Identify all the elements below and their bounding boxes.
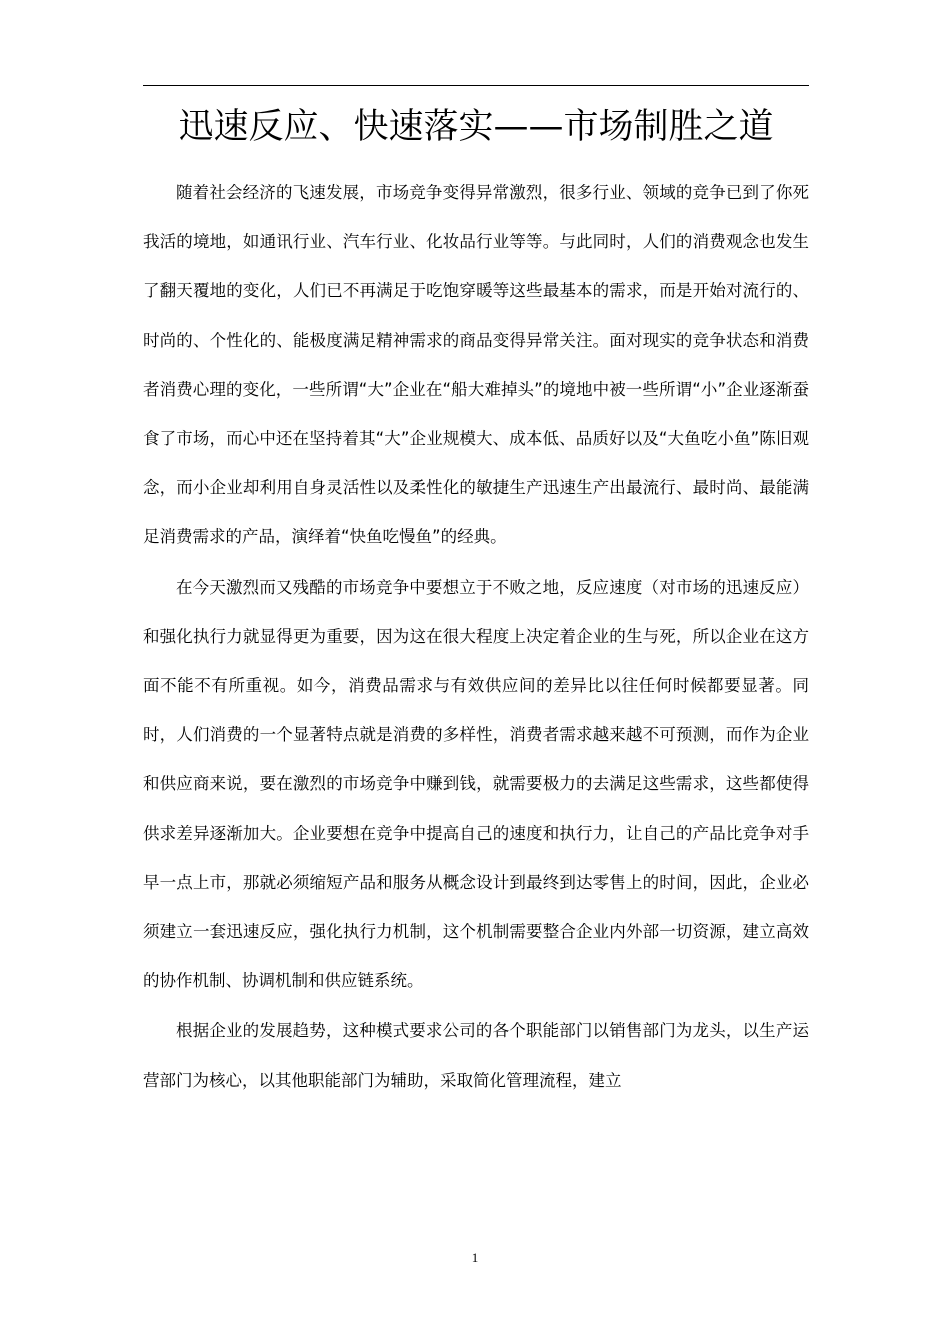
header-rule: [143, 85, 809, 86]
paragraph-3: 根据企业的发展趋势，这种模式要求公司的各个职能部门以销售部门为龙头，以生产运营部门为核心，以其他职能部门为辅助，采取简化管理流程，建立: [143, 1021, 809, 1090]
page-number: 1: [471, 1250, 479, 1265]
paragraph-1: 随着社会经济的飞速发展，市场竞争变得异常激烈，很多行业、领域的竞争已到了你死我活的境地，如通讯行业、汽车行业、化妆品行业等等。与此同时，人们的消费观念也发生了翻天覆地的变化，人们已不再满足于吃饱穿暖等这些最基本的需求，而是开始对流行的、时尚的、个性化的、能极度满足精神需求的商品变得异常关注。面对现实的竞争状态和消费者消费心理的变化，一些所谓“大”企业在“船大难掉头”的境地中被一些所谓“小”企业逐渐蚕食了市场，而心中还在坚持着其“大”企业规模大、成本低、品质好以及“大鱼吃小鱼”陈旧观念，而小企业却利用自身灵活性以及柔性化的敏捷生产迅速生产出最流行、最时尚、最能满足消费需求的产品，演绎着“快鱼吃慢鱼”的经典。: [143, 183, 809, 547]
paragraph-2: 在今天激烈而又残酷的市场竞争中要想立于不败之地，反应速度（对市场的迅速反应）和强化执行力就显得更为重要，因为这在很大程度上决定着企业的生与死，所以企业在这方面不能不有所重视。如今，消费品需求与有效供应间的差异比以往任何时候都要显著。同时，人们消费的一个显著特点就是消费的多样性，消费者需求越来越不可预测，而作为企业和供应商来说，要在激烈的市场竞争中赚到钱，就需要极力的去满足这些需求，这些都使得供求差异逐渐加大。企业要想在竞争中提高自己的速度和执行力，让自己的产品比竞争对手早一点上市，那就必须缩短产品和服务从概念设计到最终到达零售上的时间，因此，企业必须建立一套迅速反应，强化执行力机制，这个机制需要整合企业内外部一切资源，建立高效的协作机制、协调机制和供应链系统。: [143, 577, 809, 991]
document-title: 迅速反应、快速落实——市场制胜之道: [178, 107, 774, 147]
document-body: [143, 168, 809, 1105]
